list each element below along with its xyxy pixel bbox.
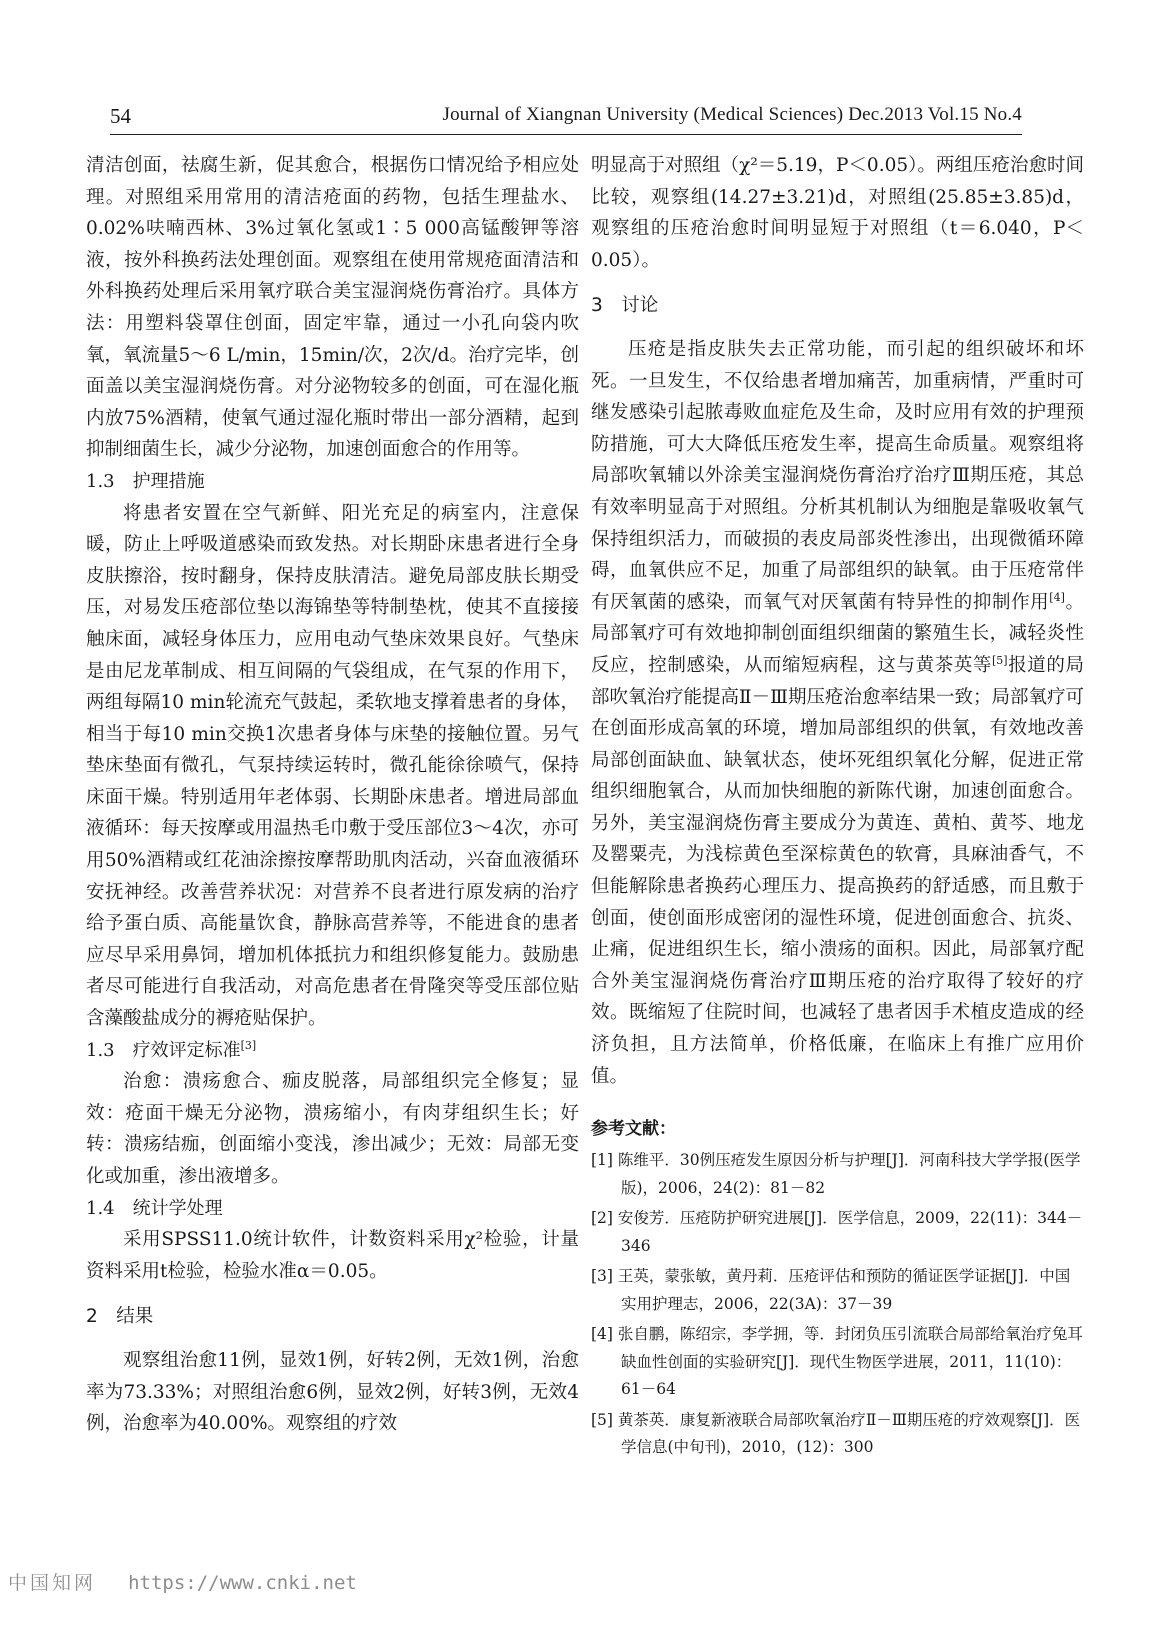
reference-item: [2] 安俊芳．压疮防护研究进展[J]．医学信息，2009，22(11)：344－346 (591, 1209, 1083, 1255)
heading-efficacy-criteria-text: 1.3 疗效评定标准 (86, 1039, 241, 1061)
discussion-text-3: 报道的局部吹氧治疗能提高Ⅱ－Ⅲ期压疮治愈率结果一致；局部氧疗可在创面形成高氧的环境，增加局部组织的供氧，有效地改善局部创面缺血、缺氧状态，使坏死组织氧化分解，促进正常组织细胞氧合，从而加快细胞的新陈代谢，加速创面愈合。另外，美宝湿润烧伤膏主要成分为黄连、黄柏、黄芩、地龙及罂粟壳，为浅棕黄色至深棕黄色的软膏，具麻油香气，不但能解除患者换药心理压力、提高换药的舒适感，而且敷于创面，使创面形成密闭的湿性环境，促进创面愈合、抗炎、止痛，促进组织生长，缩小溃疡的面积。因此，局部氧疗配合外美宝湿润烧伤膏治疗Ⅲ期压疮的治疗取得了较好的疗效。既缩短了住院时间，也减轻了患者因手术植皮造成的经济负担，且方法简单，价格低廉，在临床上有推广应用价值。 (591, 654, 1084, 1087)
reference-item: [3] 王英，蒙张敏，黄丹莉．压疮评估和预防的循证医学证据[J]．中国实用护理志，2006，22(3A)：37－39 (591, 1267, 1071, 1313)
paragraph-efficacy-criteria: 治愈：溃疡愈合、痂皮脱落，局部组织完全修复；显效：疮面干燥无分泌物，溃疡缩小，有肉芽组织生长；好转：溃疡结痂，创面缩小变浅，渗出减少；无效：局部无变化或加重，渗出液增多。 (86, 1071, 579, 1187)
paragraph-statistics: 采用SPSS11.0统计软件，计数资料采用χ²检验，计量资料采用t检验，检验水准α＝0.05。 (86, 1229, 579, 1282)
heading-results: 2 结果 (86, 1306, 154, 1328)
paragraph-results: 观察组治愈11例，显效1例，好转2例，无效1例，治愈率为73.33%；对照组治愈6例，显效2例，好转3例，无效4例，治愈率为40.00%。观察组的疗效 (86, 1349, 579, 1435)
heading-efficacy-criteria (86, 1035, 579, 1067)
paragraph-results-continued: 明显高于对照组（χ²＝5.19，P＜0.05）。两组压疮治愈时间比较，观察组(14.27±3.21)d，对照组(25.85±3.85)d，观察组的压疮治愈时间明显短于对照组（t＝6.040，P＜0.05）。 (591, 155, 1084, 271)
page-header (110, 104, 1022, 135)
watermark-footer (8, 1568, 357, 1595)
heading-statistics: 1.4 统计学处理 (86, 1197, 223, 1219)
right-column (591, 150, 1084, 1462)
running-title: Journal of Xiangnan University (Medical Sciences) Dec.2013 Vol.15 No.4 (442, 104, 1022, 125)
heading-nursing-measures: 1.3 护理措施 (86, 470, 205, 492)
reference-item: [5] 黄茶英．康复新液联合局部吹氧治疗Ⅱ－Ⅲ期压疮的疗效观察[J]．医学信息(中旬刊)，2010，(12)：300 (591, 1410, 1081, 1457)
paragraph-discussion (591, 334, 1084, 1092)
discussion-text-1: 压疮是指皮肤失去正常功能，而引起的组织破坏和坏死。一旦发生，不仅给患者增加痛苦，加重病情，严重时可继发感染引起脓毒败血症危及生命，及时应用有效的护理预防措施，可大大降低压疮发生率，提高生命质量。观察组将局部吹氧辅以外涂美宝湿润烧伤膏治疗治疗Ⅲ期压疮，其总有效率明显高于对照组。分析其机制认为细胞是靠吸收氧气保持组织活力，而破损的表皮局部炎性渗出，出现微循环障碍，血氧供应不足，加重了局部组织的缺氧。由于压疮常伴有厌氧菌的感染，而氧气对厌氧菌有特异性的抑制作用 (591, 338, 1084, 613)
citation-5[interactable]: [5] (992, 653, 1008, 667)
cnki-url[interactable]: https://www.cnki.net (128, 1572, 357, 1594)
paragraph-nursing-measures: 将患者安置在空气新鲜、阳光充足的病室内，注意保暖，防止上呼吸道感染而致发热。对长期卧床患者进行全身皮肤擦浴，按时翻身，保持皮肤清洁。避免局部皮肤长期受压，对易发压疮部位垫以海锦垫等特制垫枕，使其不直接接触床面，减轻身体压力，应用电动气垫床效果良好。气垫床是由尼龙革制成、相互间隔的气袋组成，在气泵的作用下，两组每隔10 min轮流充气鼓起，柔软地支撑着患者的身体，相当于每10 min交换1次患者身体与床垫的接触位置。另气垫床垫面有微孔，气泵持续运转时，微孔能徐徐喷气，保持床面干燥。特别适用年老体弱、长期卧床患者。增进局部血液循环：每天按摩或用温热毛巾敷于受压部位3～4次，亦可用50%酒精或红花油涂擦按摩帮助肌肉活动，兴奋血液循环安抚神经。改善营养状况：对营养不良者进行原发病的治疗给予蛋白质、高能量饮食，静脉高营养等，不能进食的患者应尽早采用鼻饲，增加机体抵抗力和组织修复能力。鼓励患者尽可能进行自我活动，对高危患者在骨隆突等受压部位贴含藻酸盐成分的褥疮贴保护。 (86, 502, 579, 1030)
discussion-text-2: 。局部氧疗可有效地抑制创面组织细菌的繁殖生长，减轻炎性反应，控制感染，从而缩短病程，这与黄茶英等 (591, 591, 1084, 676)
heading-discussion: 3 讨论 (591, 295, 659, 317)
references-heading: 参考文献： (591, 1119, 676, 1140)
reference-item: [1] 陈维平．30例压疮发生原因分析与护理[J]．河南科技大学学报(医学版)，2006，24(2)：81－82 (591, 1151, 1081, 1197)
left-column (86, 150, 579, 1440)
cnki-site-name: 中国知网 (8, 1572, 97, 1594)
page-number: 54 (110, 104, 131, 128)
reference-list (591, 1147, 1084, 1462)
reference-item: [4] 张自鹏，陈绍宗，李学拥，等．封闭负压引流联合局部给氧治疗兔耳缺血性创面的实验研究[J]．现代生物医学进展，2011，11(10)：61－64 (591, 1325, 1083, 1399)
paragraph-method-continued: 清洁创面，祛腐生新，促其愈合，根据伤口情况给予相应处理。对照组采用常用的清洁疮面的药物，包括生理盐水、0.02%呋喃西林、3%过氧化氢或1∶5 000高锰酸钾等溶液，按外科换药法处理创面。观察组在使用常规疮面清洁和外科换药处理后采用氧疗联合美宝湿润烧伤膏治疗。具体方法：用塑料袋罩住创面，固定牢靠，通过一小孔向袋内吹氧，氧流量5～6 L/min，15min/次，2次/d。治疗完毕，创面盖以美宝湿润烧伤膏。对分泌物较多的创面，可在湿化瓶内放75%酒精，使氧气通过湿化瓶时带出一部分酒精，起到抑制细菌生长，减少分泌物，加速创面愈合的作用等。 (86, 155, 579, 461)
citation-3[interactable]: [3] (240, 1038, 257, 1052)
citation-4[interactable]: [4] (1049, 590, 1065, 604)
